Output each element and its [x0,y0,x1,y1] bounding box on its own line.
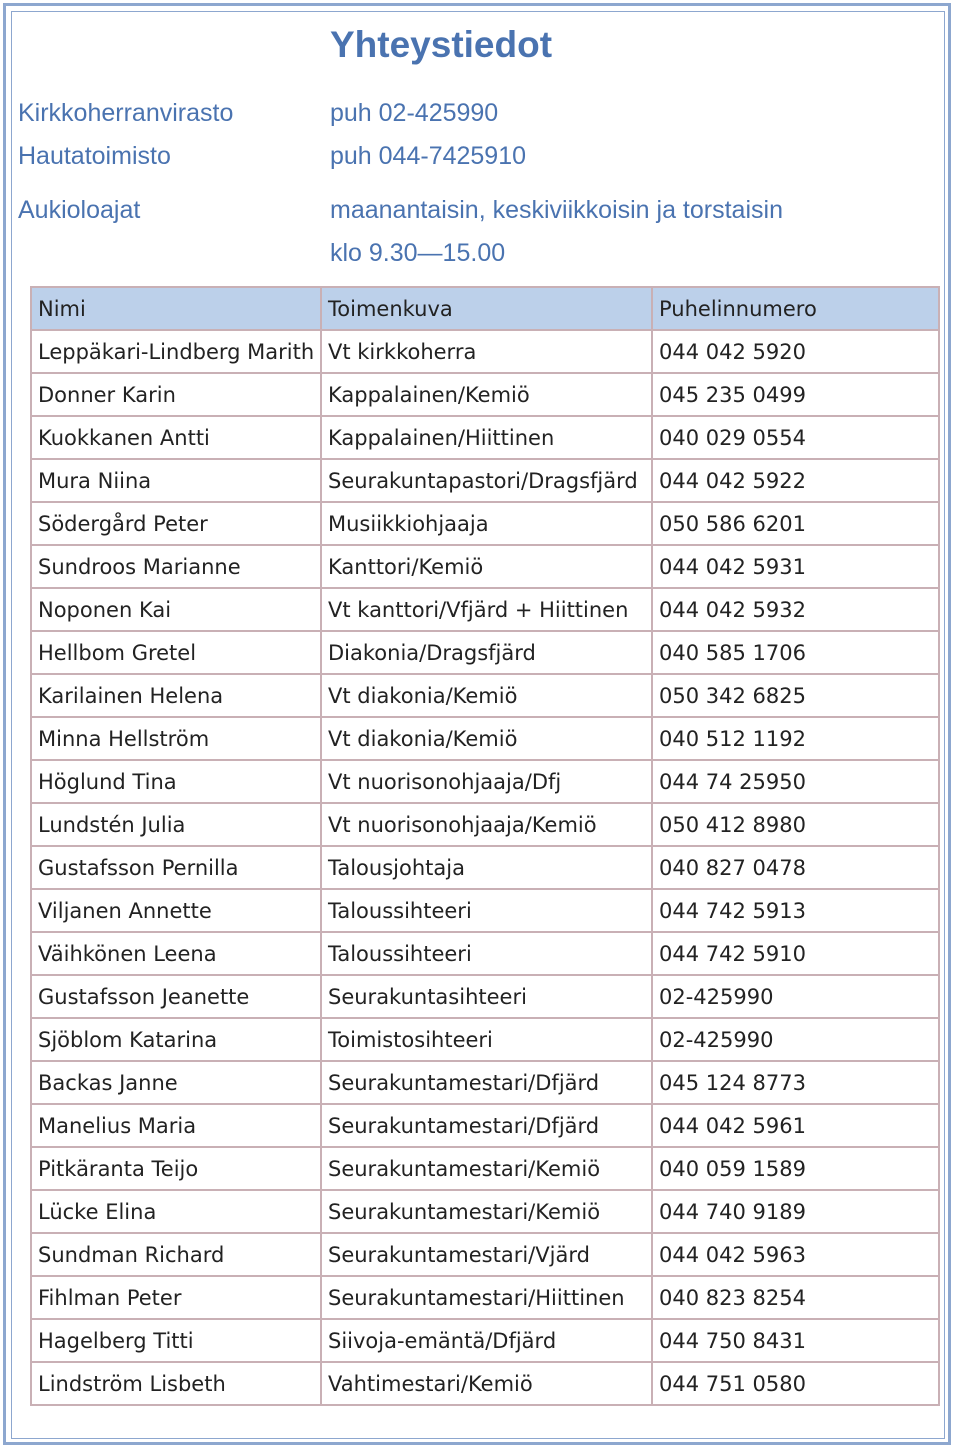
table-row [31,1104,939,1147]
cell-phone: 040 827 0478 [652,846,939,889]
cell-name: Sundroos Marianne [31,545,321,588]
table-row [31,1319,939,1362]
cell-role: Toimistosihteeri [321,1018,652,1061]
column-header-role: Toimenkuva [321,287,652,330]
cell-name: Pitkäranta Teijo [31,1147,321,1190]
opening-hours-time: klo 9.30—15.00 [330,239,506,267]
cell-role: Vt kirkkoherra [321,330,652,373]
table-row [31,846,939,889]
cell-name: Hellbom Gretel [31,631,321,674]
table-header-row [31,287,939,330]
cell-name: Karilainen Helena [31,674,321,717]
cell-name: Mura Niina [31,459,321,502]
cell-phone: 044 042 5963 [652,1233,939,1276]
cell-phone: 044 740 9189 [652,1190,939,1233]
table-row [31,1018,939,1061]
cell-name: Kuokkanen Antti [31,416,321,459]
table-row [31,416,939,459]
cell-role: Seurakuntamestari/Kemiö [321,1147,652,1190]
table-row [31,717,939,760]
cell-role: Seurakuntamestari/Kemiö [321,1190,652,1233]
cell-name: Södergård Peter [31,502,321,545]
table-row [31,373,939,416]
cell-name: Lücke Elina [31,1190,321,1233]
cell-phone: 045 235 0499 [652,373,939,416]
cell-role: Seurakuntasihteeri [321,975,652,1018]
cell-phone: 02-425990 [652,1018,939,1061]
cell-name: Lindström Lisbeth [31,1362,321,1405]
opening-hours-days: maanantaisin, keskiviikkoisin ja torstaisin [330,196,783,224]
table-row [31,1362,939,1405]
cell-name: Minna Hellström [31,717,321,760]
contact-label: Hautatoimisto [18,142,171,170]
cell-role: Taloussihteeri [321,889,652,932]
cell-phone: 044 042 5932 [652,588,939,631]
cell-phone: 044 742 5910 [652,932,939,975]
table-row [31,459,939,502]
column-header-phone: Puhelinnumero [652,287,939,330]
cell-role: Vt diakonia/Kemiö [321,674,652,717]
table-row [31,631,939,674]
cell-phone: 050 586 6201 [652,502,939,545]
cell-phone: 040 512 1192 [652,717,939,760]
cell-phone: 040 059 1589 [652,1147,939,1190]
cell-role: Musiikkiohjaaja [321,502,652,545]
cell-role: Kappalainen/Kemiö [321,373,652,416]
cell-name: Sjöblom Katarina [31,1018,321,1061]
table-row [31,588,939,631]
cell-role: Vt diakonia/Kemiö [321,717,652,760]
cell-role: Seurakuntamestari/Vjärd [321,1233,652,1276]
cell-name: Hagelberg Titti [31,1319,321,1362]
cell-phone: 044 042 5961 [652,1104,939,1147]
cell-phone: 050 342 6825 [652,674,939,717]
cell-phone: 040 029 0554 [652,416,939,459]
cell-phone: 044 042 5922 [652,459,939,502]
cell-name: Höglund Tina [31,760,321,803]
table-row [31,502,939,545]
table-row [31,1190,939,1233]
page-title: Yhteystiedot [330,24,553,65]
table-row [31,889,939,932]
table-row [31,932,939,975]
cell-role: Kanttori/Kemiö [321,545,652,588]
contact-label: Kirkkoherranvirasto [18,99,234,127]
cell-role: Seurakuntamestari/Hiittinen [321,1276,652,1319]
cell-role: Siivoja-emäntä/Dfjärd [321,1319,652,1362]
cell-role: Seurakuntapastori/Dragsfjärd [321,459,652,502]
cell-name: Gustafsson Jeanette [31,975,321,1018]
cell-phone: 040 585 1706 [652,631,939,674]
staff-table [30,286,940,1406]
table-row [31,760,939,803]
cell-phone: 044 042 5920 [652,330,939,373]
column-header-name: Nimi [31,287,321,330]
table-row [31,1061,939,1104]
table-row [31,1233,939,1276]
cell-phone: 044 751 0580 [652,1362,939,1405]
cell-name: Gustafsson Pernilla [31,846,321,889]
cell-phone: 02-425990 [652,975,939,1018]
table-row [31,1276,939,1319]
cell-name: Lundstén Julia [31,803,321,846]
cell-name: Noponen Kai [31,588,321,631]
contact-phone: puh 02-425990 [330,99,499,127]
table-row [31,803,939,846]
table-row [31,1147,939,1190]
cell-phone: 044 042 5931 [652,545,939,588]
cell-name: Backas Janne [31,1061,321,1104]
cell-role: Vahtimestari/Kemiö [321,1362,652,1405]
cell-role: Diakonia/Dragsfjärd [321,631,652,674]
cell-phone: 044 750 8431 [652,1319,939,1362]
cell-phone: 040 823 8254 [652,1276,939,1319]
cell-phone: 044 742 5913 [652,889,939,932]
cell-phone: 044 74 25950 [652,760,939,803]
cell-phone: 045 124 8773 [652,1061,939,1104]
cell-name: Viljanen Annette [31,889,321,932]
cell-role: Vt nuorisonohjaaja/Dfj [321,760,652,803]
cell-name: Väihkönen Leena [31,932,321,975]
cell-name: Fihlman Peter [31,1276,321,1319]
cell-name: Sundman Richard [31,1233,321,1276]
table-row [31,674,939,717]
cell-role: Vt nuorisonohjaaja/Kemiö [321,803,652,846]
table-row [31,330,939,373]
opening-hours-label: Aukioloajat [18,196,141,224]
cell-role: Kappalainen/Hiittinen [321,416,652,459]
contact-phone: puh 044-7425910 [330,142,527,170]
cell-role: Vt kanttori/Vfjärd + Hiittinen [321,588,652,631]
cell-role: Talousjohtaja [321,846,652,889]
cell-name: Donner Karin [31,373,321,416]
cell-role: Taloussihteeri [321,932,652,975]
table-row [31,975,939,1018]
cell-role: Seurakuntamestari/Dfjärd [321,1061,652,1104]
cell-name: Leppäkari-Lindberg Marith [31,330,321,373]
cell-role: Seurakuntamestari/Dfjärd [321,1104,652,1147]
cell-name: Manelius Maria [31,1104,321,1147]
table-row [31,545,939,588]
cell-phone: 050 412 8980 [652,803,939,846]
